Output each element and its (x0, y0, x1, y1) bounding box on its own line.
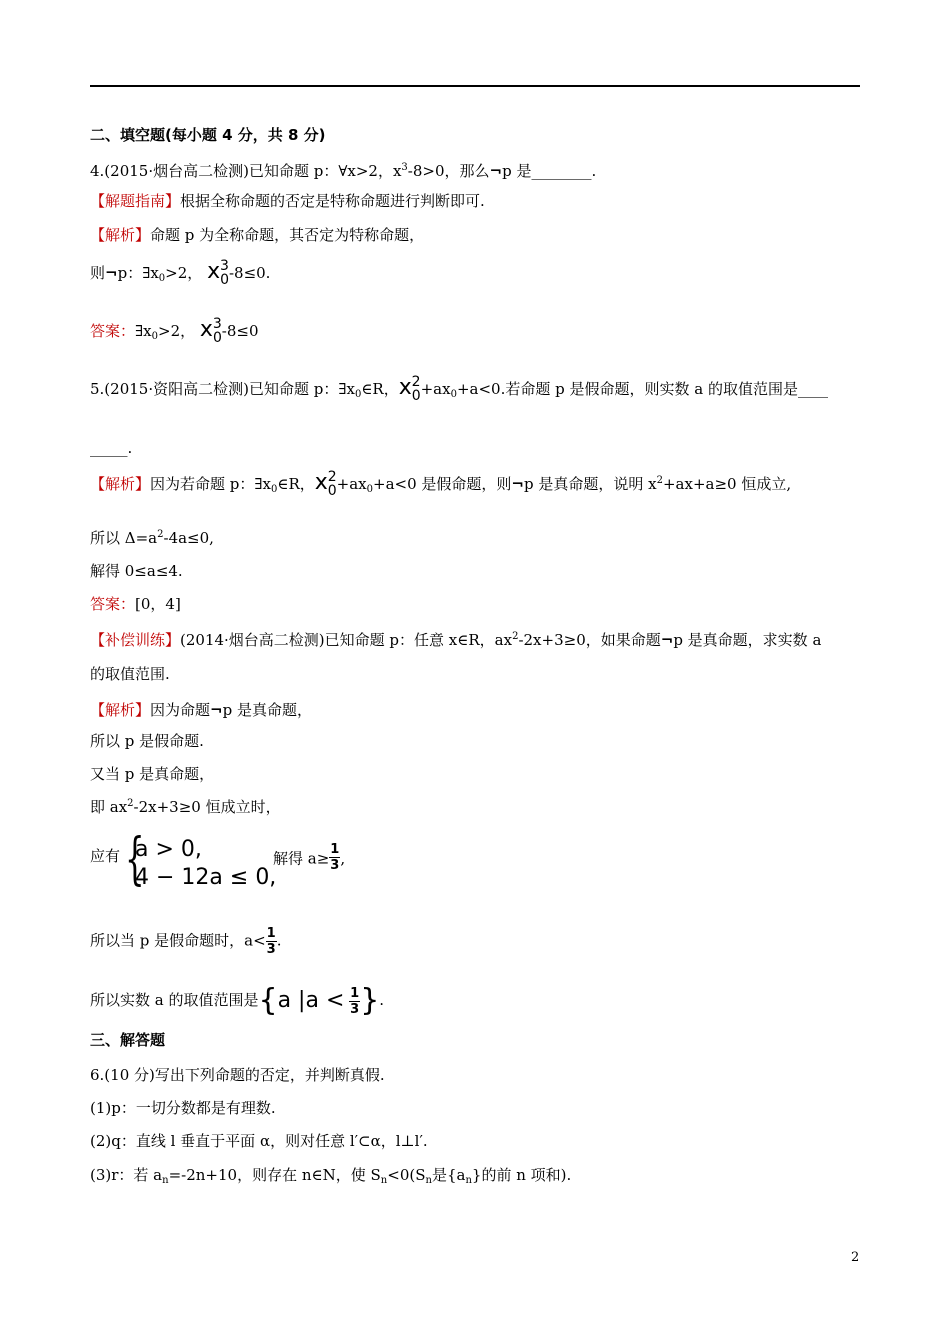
q4-stem-mid: -8>0，那么 (407, 162, 490, 180)
supp-stem-post: p 是真命题，求实数 a (673, 631, 822, 649)
q4-stem (90, 161, 596, 184)
q6-p3-mid2: <0(S (387, 1166, 426, 1184)
fraction-one-third (349, 986, 360, 1017)
frac-den: 3 (266, 942, 276, 957)
math-sup: 3 (212, 316, 222, 332)
subscript: n (465, 1175, 472, 1186)
supp-l6-pre: 所以当 p 是假命题时，a< (90, 931, 266, 950)
q4-line3-end: -8≤0. (228, 264, 271, 282)
supp-l4-pre: 即 ax (90, 798, 128, 816)
q5-sol-post2: +a<0 是假命题，则 (373, 475, 512, 493)
q4-answer (90, 316, 259, 346)
q5-stem-mid: ∈R， (361, 380, 399, 398)
solution-label: 【解析】 (90, 701, 151, 719)
q5-sol-mid: ∈R， (277, 475, 315, 493)
math-x: x (398, 375, 412, 400)
frac-den: 3 (350, 1001, 360, 1017)
supp-sol-pre: 因为命题 (150, 701, 211, 719)
sys-solve-text: 解得 a≥ (273, 849, 330, 868)
q4-negation-line (90, 258, 271, 288)
q5-sol-post3: p 是真命题，说明 x (523, 475, 657, 493)
q5-solution (90, 469, 792, 499)
superscript: 2 (512, 631, 519, 642)
q5-sol-pre: 因为若命题 p：∃x (150, 475, 271, 493)
supp-l6-end: . (276, 931, 282, 950)
q4-hint (90, 191, 485, 211)
q6-p3-mid: =-2n+10，则存在 n∈N，使 S (168, 1166, 381, 1184)
subscript: n (380, 1175, 388, 1186)
supp-line7 (90, 983, 384, 1018)
supp-line2: 所以 p 是假命题. (90, 732, 204, 750)
math-sub: 0 (327, 483, 337, 499)
supp-line4 (90, 797, 281, 820)
supp-l4-post: -2x+3≥0 恒成立时， (133, 798, 281, 816)
negation-symbol: ¬ (660, 631, 674, 649)
negation-symbol: ¬ (105, 264, 118, 282)
q4-line3-mid: p：∃x (117, 264, 159, 282)
supp-stem (90, 630, 821, 653)
solution-label: 【解析】 (90, 475, 151, 493)
math-x: x (199, 317, 213, 342)
q6-p3-end: }的前 n 项和). (471, 1166, 572, 1184)
subscript: 0 (151, 331, 158, 342)
math-sup: 2 (327, 469, 337, 485)
frac-num: 1 (266, 926, 276, 941)
q4-ans-pre: ∃x (135, 322, 152, 340)
supp-sol-post: p 是真命题， (222, 701, 312, 719)
q6-p3-mid3: 是{a (431, 1166, 466, 1184)
q4-solution (90, 225, 424, 245)
q5-stem-post1: +ax (420, 380, 451, 398)
sys-line-1: a > 0, (135, 837, 202, 862)
superscript: 2 (656, 475, 663, 486)
q5-answer (90, 594, 181, 614)
q5-delta-pre: 所以 Δ=a (90, 529, 158, 547)
q4-ans-end: -8≤0 (221, 322, 259, 340)
supp-line3: 又当 p 是真命题， (90, 765, 215, 783)
right-curly-brace-icon: } (360, 983, 380, 1018)
section-2-title: 二、填空题(每小题 4 分，共 8 分) (90, 126, 326, 144)
header-rule (90, 85, 860, 87)
subscript: 0 (354, 389, 362, 400)
set-body: a |a < (277, 988, 345, 1013)
q6-p3-pre: (3)r：若 a (90, 1166, 163, 1184)
q5-solve-line: 解得 0≤a≤4. (90, 562, 183, 580)
supp-stem-pre: (2014·烟台高二检测)已知命题 p：任意 x∈R，ax (180, 631, 513, 649)
math-sub: 0 (212, 330, 222, 346)
supp-line6 (90, 926, 281, 957)
math-sub: 0 (220, 272, 230, 288)
q5-stem (90, 374, 828, 404)
hint-label: 【解题指南】 (90, 192, 181, 210)
frac-num: 1 (350, 985, 360, 1001)
hint-text: 根据全称命题的否定是特称命题进行判断即可. (180, 192, 485, 210)
q5-sol-post1: +ax (336, 475, 367, 493)
supp-label: 【补偿训练】 (90, 631, 181, 649)
q4-line3-pre: 则 (90, 264, 106, 282)
q5-stem-pre: 5.(2015·资阳高二检测)已知命题 p：∃x (90, 380, 355, 398)
math-sup: 3 (220, 258, 229, 274)
negation-symbol: ¬ (489, 162, 503, 180)
fraction-one-third (266, 926, 277, 957)
q5-delta-post: -4a≤0, (163, 529, 214, 547)
supp-l7-end: . (379, 991, 385, 1009)
q6-part-3 (90, 1165, 571, 1188)
sys-end: , (340, 849, 346, 868)
supp-l7-pre: 所以实数 a 的取值范围是 (90, 991, 259, 1009)
q4-stem-post: p 是________. (502, 162, 597, 180)
sys-line-2: 4 − 12a ≤ 0, (135, 865, 277, 890)
answer-label: 答案： (90, 322, 136, 340)
supp-solution (90, 700, 312, 720)
q6-part-2: (2)q：直线 l 垂直于平面 α，则对任意 l′⊂α，l⊥l′. (90, 1132, 428, 1150)
subscript: 0 (158, 273, 166, 284)
page-number: 2 (851, 1250, 860, 1265)
left-brace-icon: { (125, 827, 145, 892)
sys-solve (273, 842, 346, 873)
math-sub: 0 (411, 388, 421, 404)
subscript: n (425, 1175, 432, 1186)
q5-stem-post2: +a<0.若命题 p 是假命题，则实数 a 的取值范围是____ (456, 380, 828, 398)
q5-delta-line (90, 528, 214, 551)
subscript: 0 (450, 389, 457, 400)
solution-text: 命题 p 为全称命题，其否定为特称命题， (150, 226, 425, 244)
q5-sol-post4: +ax+a≥0 恒成立, (662, 475, 792, 493)
q4-line3-post: >2， (165, 264, 203, 282)
left-curly-brace-icon: { (258, 983, 278, 1018)
sys-prefix: 应有 (90, 847, 121, 865)
q5-answer-text: [0，4] (135, 595, 181, 613)
q4-ans-post: >2， (158, 322, 196, 340)
supp-stem-mid: -2x+3≥0，如果命题 (518, 631, 661, 649)
q4-stem-pre: 4.(2015·烟台高二检测)已知命题 p：∀x>2，x (90, 162, 402, 180)
superscript: 2 (127, 798, 134, 809)
subscript: 0 (366, 484, 373, 495)
math-x: x (207, 259, 221, 284)
fraction-one-third (329, 842, 340, 873)
frac-den: 3 (330, 858, 340, 873)
answer-label: 答案： (90, 595, 136, 613)
supp-stem-line2: 的取值范围. (90, 665, 170, 683)
q6-stem: 6.(10 分)写出下列命题的否定，并判断真假. (90, 1066, 385, 1084)
superscript: 2 (157, 529, 164, 540)
math-sup: 2 (411, 374, 421, 390)
subscript: 0 (270, 484, 278, 495)
negation-symbol: ¬ (511, 475, 524, 493)
q5-stem-line2: _____. (90, 439, 133, 457)
frac-num: 1 (330, 842, 340, 857)
subscript: n (162, 1175, 169, 1186)
math-x: x (314, 470, 328, 495)
section-3-title: 三、解答题 (90, 1031, 166, 1049)
q6-part-1: (1)p：一切分数都是有理数. (90, 1099, 276, 1117)
negation-symbol: ¬ (210, 701, 223, 719)
q4-stem-sup: 3 (401, 162, 408, 173)
solution-label: 【解析】 (90, 226, 151, 244)
